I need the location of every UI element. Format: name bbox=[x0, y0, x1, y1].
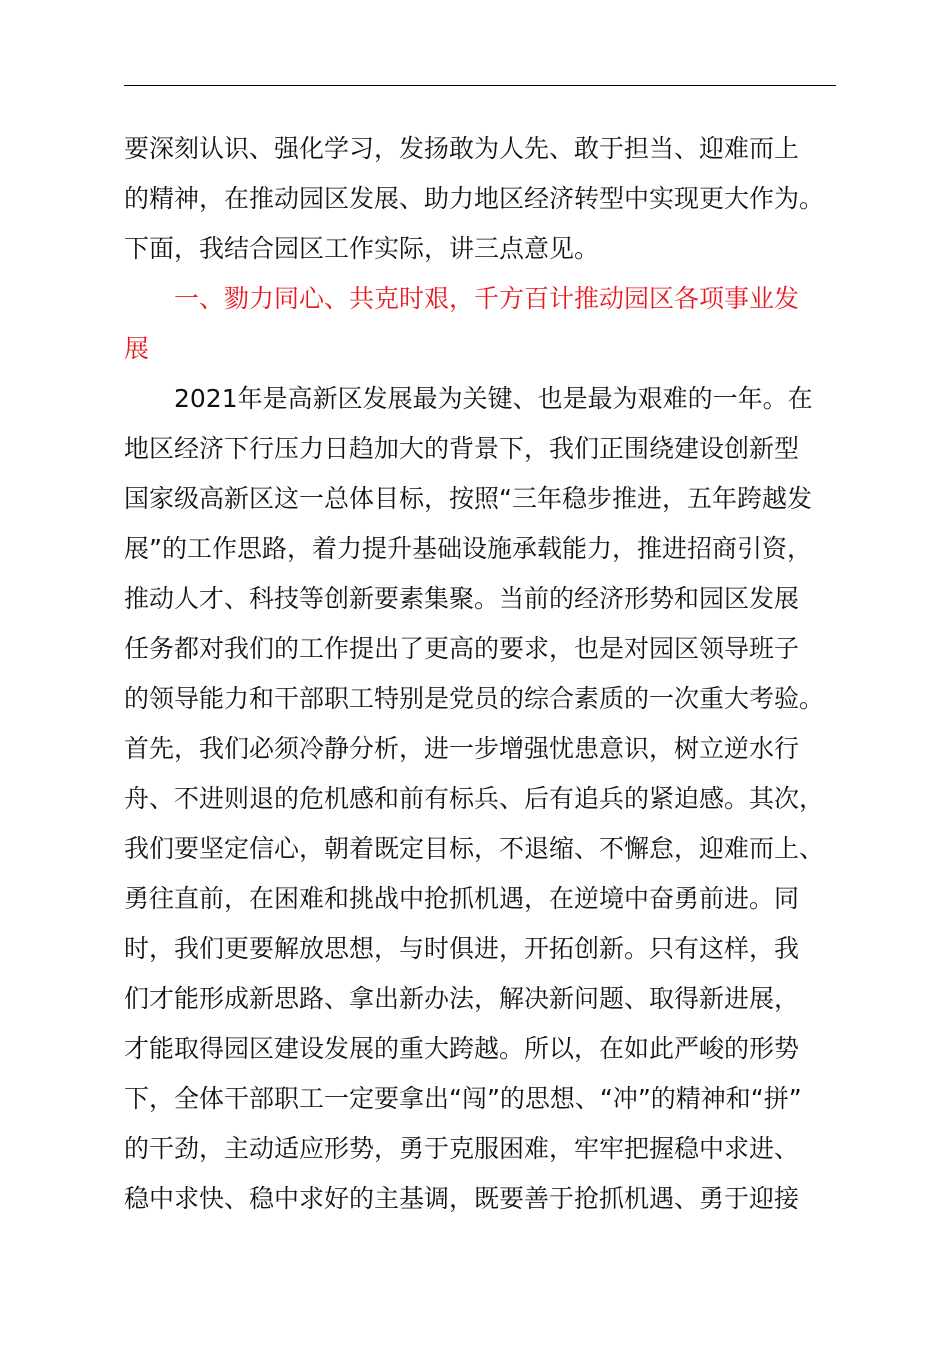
text-line: 展”的工作思路，着力提升基础设施承载能力，推进招商引资， bbox=[124, 534, 812, 563]
text-line: 舟、不进则退的危机感和前有标兵、后有追兵的紧迫感。其次， bbox=[124, 784, 825, 813]
text-line: 推动人才、科技等创新要素集聚。当前的经济形势和园区发展 bbox=[124, 584, 800, 613]
text-line: 下，全体干部职工一定要拿出“闯”的思想、“冲”的精神和“拼” bbox=[124, 1084, 802, 1113]
text-line: 才能取得园区建设发展的重大跨越。所以，在如此严峻的形势 bbox=[124, 1034, 800, 1063]
text-line: 们才能形成新思路、拿出新办法，解决新问题、取得新进展， bbox=[124, 984, 800, 1013]
text-line: 首先，我们必须冷静分析，进一步增强忧患意识，树立逆水行 bbox=[124, 734, 800, 763]
text-line: 地区经济下行压力日趋加大的背景下，我们正围绕建设创新型 bbox=[124, 434, 800, 463]
section-heading: 一、勠力同心、共克时艰，千方百计推动园区各项事业发 bbox=[174, 284, 800, 313]
text-line: 的干劲，主动适应形势，勇于克服困难，牢牢把握稳中求进、 bbox=[124, 1134, 800, 1163]
text-line: 的领导能力和干部职工特别是党员的综合素质的一次重大考验。 bbox=[124, 684, 825, 713]
text-line: 要深刻认识、强化学习，发扬敢为人先、敢于担当、迎难而上 bbox=[124, 134, 800, 163]
paragraph-first-line: 2021年是高新区发展最为关键、也是最为艰难的一年。在 bbox=[174, 384, 813, 413]
text-line: 国家级高新区这一总体目标，按照“三年稳步推进，五年跨越发 bbox=[124, 484, 812, 513]
text-line: 下面，我结合园区工作实际，讲三点意见。 bbox=[124, 234, 600, 263]
section-heading-continued: 展 bbox=[124, 334, 150, 363]
text-line: 我们要坚定信心，朝着既定目标，不退缩、不懈怠，迎难而上、 bbox=[124, 834, 825, 863]
text-line: 的精神，在推动园区发展、助力地区经济转型中实现更大作为。 bbox=[124, 184, 825, 213]
text-line: 勇往直前，在困难和挑战中抢抓机遇，在逆境中奋勇前进。同 bbox=[124, 884, 800, 913]
text-line: 稳中求快、稳中求好的主基调，既要善于抢抓机遇、勇于迎接 bbox=[124, 1184, 800, 1213]
header-rule bbox=[124, 85, 836, 86]
text-line: 任务都对我们的工作提出了更高的要求，也是对园区领导班子 bbox=[124, 634, 800, 663]
document-body bbox=[124, 124, 864, 1224]
text-line: 时，我们更要解放思想，与时俱进，开拓创新。只有这样，我 bbox=[124, 934, 800, 963]
